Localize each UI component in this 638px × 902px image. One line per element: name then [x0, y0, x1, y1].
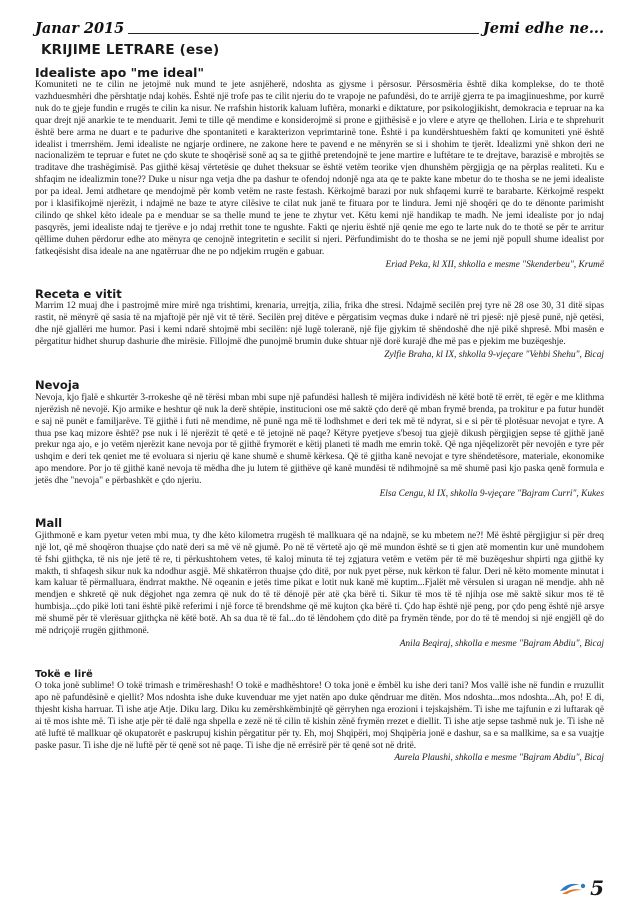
page-number: 5 — [590, 876, 604, 900]
article-body: Gjithmonë e kam pyetur veten mbi mua, ty dhe këto kilometra rrugësh të mallkuara që na ndajnë, se ku mbetem ne?! Më është përgjigjur si për dreq një lot, që më shoqëron thuajse çdo natë deri sa më vë në gjumë. Po në të vërtetë ajo që më mundon është se ti gjen atë momentin kur unë mundohem të fshi gjithçka, të nis nje jetë të re, ti përkushtohem vetes, të kaloj minuta të tej zgjatura vetëm e vetëm për të më buzëqeshur shpirti nga gjithë ky makth, ti shfaqesh sikur nuk ka ndodhur asgjë. Më shkatërron thuajse çdo ditë, por nuk pyet përse, nuk kërkon të falur. Deri në këto momente minutat i kam kaluar të përmalluara, ëndrrat makthe. Në oqeanin e jetës time pikat e lotit nuk kanë më kuptim...Fjalët më vërsulen si uragan në mendje. ahh në mendjen e shkretë që nuk dëgjohet nga zemra që nuk do të të dënojë për atë çka bërë ti. Sikur të mos të të njihja ose më saktë sikur mos të të humbisja...çdo pikë loti tani është pikë referimi i një force të brendshme që më kujton çka bërë ti. Çdo hap është një peng, por çdo peng është një arsye më shumë për të vlerësuar gjithçka në këtë botë. Ah sa dua të të fal...do të lëndohem çdo ditë pa frymën tënde, por do të të mendoj si një engjëll që do më ndriçojë rrugën gjithmonë. — [35, 530, 604, 637]
page-footer — [558, 878, 604, 898]
article-body: Komuniteti ne te cilin ne jetojmë nuk mund te jete asnjëherë, ndoshta as gjysme i përsosur. Përsosmëria është dika komplekse, do te thotë vazhduesmhëri dhe përshtatje ndaj kohës. Është një trofe pas te cilit njeriu do te vrapoje ne pafundësi, do te arrijë gjerra te pa imagjinueshme, por kurrë nuk do te gjeje fundin e rrugës te cilin ka nisur. Ne rrafshin historik kaluam luftëra, monarki e diktature, por psikologjikisht, demokracia e tepruar na ka quar drejt një anarkie te te menduarit. Jemi te tille që mendime e konsiderojmë si prone e gjithësisë e jo vlere e atyre qe thellohen. Liria e te shprehurit është bere arma ne duart e te padurive dhe spontaniteti e karakterizon veprimtarinë tone. Është i pa kundërshtueshëm fakti qe komuniteti ynë është idealist i tmerrshëm. Jemi idealiste ne ngjarje ordinere, ne zakone here te pavend e ne mënyrën se si i shohim te tjerët. Idealizmi ynë shkon deri ne nacionalizëm te tepruar e futet ne çdo skute te shoqërisë sonë aq sa te gjithë pretendojnë te jene martire e luftëtare te te drejtave, barazisë e mbrojtës se traditave dhe trashëgimisë. Pas gjithë kësaj vërtetësie qe duhet theksuar se është vetëm teorike vjen dhunshëm përgjigja qe na përplas realiteti. Ku e shfaqim ne idealizmin tone?? Duke u nisur nga vetja dhe pa dashur te ofendoj ndonjë nga ata qe te pakte kane mbetur do te thosha se ne jemi idealiste por pa ideal. Jemi atdhetare qe mendojmë për komb vetëm ne raste festash. Kërkojmë barazi por nuk shfaqemi kurrë te barabarte. Kërkojmë respekt por i klasifikojmë njerëzit, i ndajmë ne baze te atyre cilësive te cilat nuk janë te fituara por te lindura. Jemi një shoqëri qe do te dënonte parimisht cilindo qe shkel këto ideale pa e menduar se sa thelle mund te jene te zhytur vet. Këtu kemi një handikap te madh. Ne jemi idealiste por jo ndaj pasqyrës, jemi idealiste ndaj te tjerëve e jo ndaj rrethit tone te ngushte. Fakti qe njeriu është një qenie me ego te larte nuk do te thotë se për te arritur qëllime duhen përdorur edhe ato mënyra qe cenojnë integritetin e secilit si njeri. Përfundimisht do te thosha se ne jemi një popull shume idealist por fatkeqësisht disa ideale na ane ngatërruar dhe ne po ndjekim rrugën e gabuar. — [35, 80, 604, 257]
article-toke-e-lire — [35, 669, 604, 764]
article-body: Nevoja, kjo fjalë e shkurtër 3-rrokeshe që në tërësi mban mbi supe një pafundësi hallesh të mijëra individësh në këtë botë të errët, të egër e me klithma njerëzish në nevojë. Kjo armike e heshtur që nuk la derë shtëpie, institucioni ose më saktë çdo derë që mban frymë brenda, pa trokitur e pa futur hundët e saj në punët e familjarëve. Të gjithë i futi në mendime, në punë nga më të lodhshmet e deri tek më të ndyrat, si e si për të plotësuar nevojat e tyre. A thua pse kaq mizore është? pse nuk i lë njerëzit të qetë e të jetojnë në paqe? Këtyre pyetjeve s'besoj tua gjejë dikush përgjigjen sepse të gjithë janë prekur nga ajo, e jo vetëm njerëzit kane nevoja por të gjithë frymorët e këtij planeti të madh me emrin tokë. Që nga njëqelizorët për nevojën e tyre për ushqim e deri tek qeniet me të evoluara si njeriu që kane shumë e shumë kërkesa. Që të gjitha kanë nevojat e tyre shëndetësore, materiale, ekonomike apo mendore. Por jo të gjithë kanë nevoja të mëdha dhe ju lutem të gjithëve që kanë mundësi të ndihmojnë sa më shumë pasi kjo paska qenë formula e jetës dhe "nevoja" e përbashkët e çdo njeriu. — [35, 392, 604, 487]
header-issue-date: Janar 2015 — [35, 19, 125, 37]
header-rule — [128, 33, 479, 34]
article-title: Idealiste apo "me ideal" — [35, 65, 204, 80]
article-title: Mall — [35, 516, 63, 531]
article-title: Nevoja — [35, 378, 80, 393]
article-signature: Aurela Plaushi, shkolla e mesme "Bajram Abdiu", Bicaj — [394, 753, 604, 764]
section-title: KRIJIME LETRARE (ese) — [41, 42, 220, 58]
article-mall — [35, 517, 604, 650]
article-title: Tokë e lirë — [35, 669, 93, 681]
article-receta — [35, 288, 604, 361]
article-signature: Eriad Peka, kl XII, shkolla e mesme "Skenderbeu", Krumë — [385, 259, 604, 270]
article-body: O toka jonë sublime! O tokë trimash e trimëreshash! O tokë e madhështore! O toka jonë e ëmbël ku ishe deri tani? Mos vallë ishe në fundin e rruzullit apo në pafundësinë e qiellit? Mos ndoshta ishe duke kuvenduar me yjet natën apo duke qëndruar me ditën. Mos ndoshta...mos ndoshta...Ah, po! E di, thjesht kisha harruar. Ti ishe atje Atje. Diku larg. Diku ku zemërshkëmbinjtë që gërryhen nga erozioni i tejskajshëm. Ti ishe me tajfunin e zi luftarak që ai të mos ishte më. Ti ishe atje për të dalë nga shpella e zezë në të cilin të kishin zënë frymën rrezet e diellit. Ti ishe atje sepse tashmë nuk je. Ti ishe në atë luftë të mallkuar që okupatorët e paskrupuj kishin përgatitur për ty. Eh, moj Shqipëri, moj Shqipëria jonë e dashur, sa e sa mallkime, sa e sa vuajtje paske pasur. Ti ishe dje në luftë për të qenë sot në paqe. Ti ishe dje në errësirë për të qenë sot në dritë. — [35, 681, 604, 751]
swoosh-logo-icon — [558, 879, 588, 897]
article-title: Receta e vitit — [35, 286, 122, 301]
page-header — [35, 12, 604, 36]
article-idealiste — [35, 65, 604, 271]
article-body: Marrim 12 muaj dhe i pastrojmë mire mirë nga trishtimi, krenaria, urrejtja, zilia, frika dhe stresi. Ndajmë secilën prej tyre në 28 ose 30, 31 ditë sipas rastit, në mënyrë që sasia të na mjaftojë për një vit të tërë. Secilën prej ditëve e përgatisim veçmas duke i ndarë në tri pjesë: një pjesë punë, një qetësi, dhe një gjallëri me humor. Pasi i kemi ndarë shtojmë mbi secilën: një lugë toleranë, një fije gjykim të shëndoshë dhe një pikë shpresë. Mbi masën e përgatitur hidhet shurup dashurie dhe mirësie. Fillojmë dhe punojmë brumin duke shtuar një dorë kurajë dhe më pas e pjekim me buzëqeshje. — [35, 301, 604, 348]
header-magazine-name: Jemi edhe ne... — [482, 19, 604, 37]
article-nevoja — [35, 379, 604, 500]
article-signature: Elsa Cengu, kl IX, shkolla 9-vjeçare "Bajram Curri", Kukes — [379, 489, 604, 500]
article-signature: Zylfie Braha, kl IX, shkolla 9-vjeçare "Vehbi Shehu", Bicaj — [384, 350, 604, 361]
article-signature: Anila Beqiraj, shkolla e mesme "Bajram Abdiu", Bicaj — [399, 639, 604, 650]
